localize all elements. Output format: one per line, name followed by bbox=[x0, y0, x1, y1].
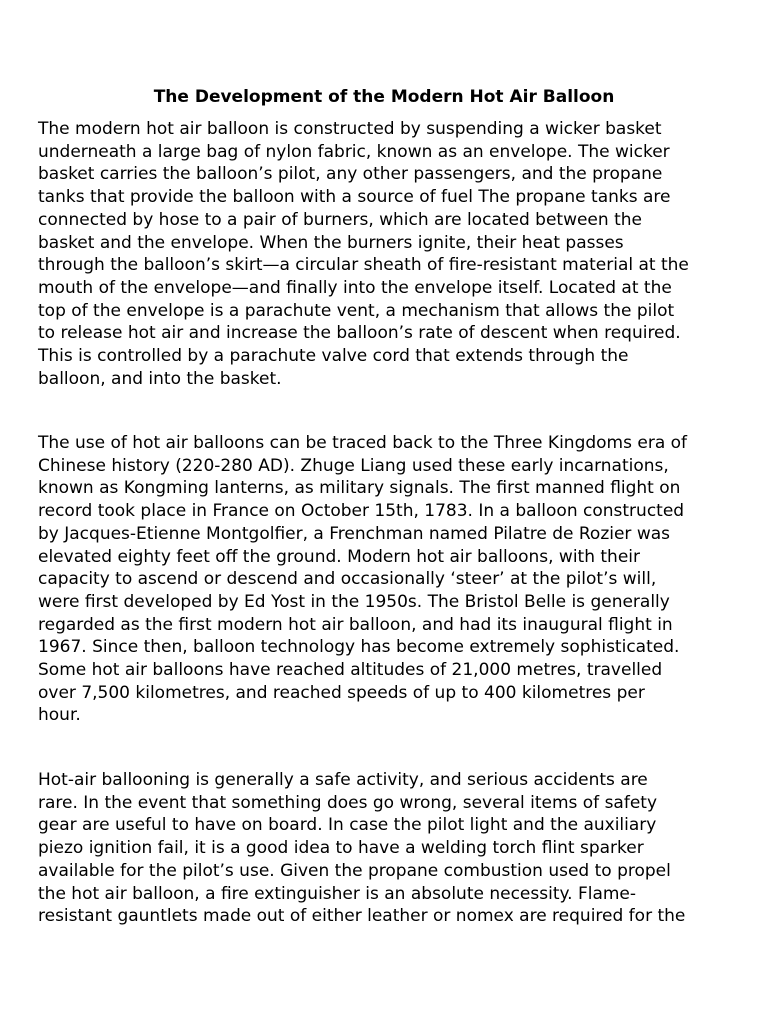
text-line: to release hot air and increase the balloon’s rate of descent when required. bbox=[38, 323, 681, 344]
text-line: capacity to ascend or descend and occasionally ‘steer’ at the pilot’s will, bbox=[38, 569, 657, 590]
text-line: The modern hot air balloon is constructed by suspending a wicker basket bbox=[38, 119, 662, 139]
text-line: known as Kongming lanterns, as military signals. The first manned flight on bbox=[38, 478, 681, 499]
text-line: hour. bbox=[38, 705, 81, 726]
text-line: resistant gauntlets made out of either leather or nomex are required for the bbox=[38, 906, 686, 927]
text-line: through the balloon’s skirt—a circular sheath of fire-resistant material at the bbox=[38, 255, 689, 276]
text-line: The use of hot air balloons can be traced back to the Three Kingdoms era of bbox=[38, 433, 688, 453]
text-line: were first developed by Ed Yost in the 1950s. The Bristol Belle is generally bbox=[38, 591, 670, 612]
text-line: 1967. Since then, balloon technology has become extremely sophisticated. bbox=[38, 637, 680, 658]
text-line: Hot-air ballooning is generally a safe activity, and serious accidents are bbox=[38, 770, 648, 790]
paragraph-safety bbox=[38, 769, 738, 928]
document-title: The Development of the Modern Hot Air Balloon bbox=[153, 87, 615, 107]
text-line: the hot air balloon, a fire extinguisher is an absolute necessity. Flame- bbox=[38, 883, 637, 904]
text-line: This is controlled by a parachute valve cord that extends through the bbox=[38, 346, 629, 367]
text-line: by Jacques-Etienne Montgolfier, a Frenchman named Pilatre de Rozier was bbox=[38, 523, 670, 544]
text-line: Some hot air balloons have reached altitudes of 21,000 metres, travelled bbox=[38, 660, 663, 681]
text-line: basket and the envelope. When the burners ignite, their heat passes bbox=[38, 232, 624, 253]
text-line: basket carries the balloon’s pilot, any other passengers, and the propane bbox=[38, 164, 663, 185]
text-line: elevated eighty feet off the ground. Modern hot air balloons, with their bbox=[38, 546, 641, 567]
text-line: regarded as the first modern hot air balloon, and had its inaugural flight in bbox=[38, 614, 673, 635]
text-line: over 7,500 kilometres, and reached speeds of up to 400 kilometres per bbox=[38, 682, 645, 703]
text-line: Chinese history (220-280 AD). Zhuge Liang used these early incarnations, bbox=[38, 455, 669, 476]
text-line: connected by hose to a pair of burners, which are located between the bbox=[38, 209, 642, 230]
text-line: record took place in France on October 15th, 1783. In a balloon constructed bbox=[38, 501, 685, 522]
text-line: rare. In the event that something does go wrong, several items of safety bbox=[38, 792, 658, 813]
text-line: tanks that provide the balloon with a source of fuel The propane tanks are bbox=[38, 187, 671, 208]
paragraph-history bbox=[38, 432, 738, 727]
text-line: underneath a large bag of nylon fabric, known as an envelope. The wicker bbox=[38, 141, 670, 162]
text-line: top of the envelope is a parachute vent, a mechanism that allows the pilot bbox=[38, 300, 675, 321]
text-line: mouth of the envelope—and finally into the envelope itself. Located at the bbox=[38, 277, 672, 298]
text-line: balloon, and into the basket. bbox=[38, 368, 282, 389]
text-line: gear are useful to have on board. In case the pilot light and the auxiliary bbox=[38, 815, 657, 836]
text-line: piezo ignition fail, it is a good idea to have a welding torch flint sparker bbox=[38, 838, 644, 859]
paragraph-construction bbox=[38, 118, 738, 390]
text-line: available for the pilot’s use. Given the propane combustion used to propel bbox=[38, 860, 671, 881]
